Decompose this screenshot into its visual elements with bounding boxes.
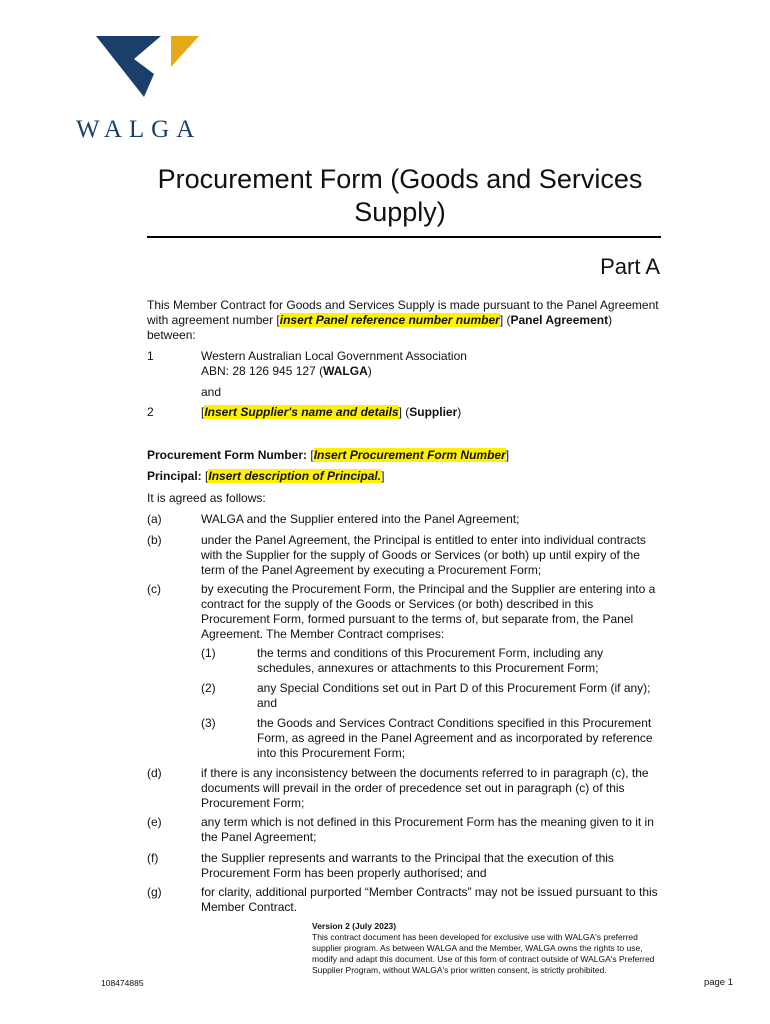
and-connector: and bbox=[201, 385, 222, 399]
party-1-number: 1 bbox=[147, 349, 154, 363]
subclause-3: the Goods and Services Contract Conditions specified in this Procurement Form, as agreed in the Panel Agreement and as incorporated by reference into this Procurement Form; bbox=[257, 716, 653, 760]
highlight-field: insert Panel reference number number bbox=[279, 313, 500, 327]
document-id: 108474885 bbox=[101, 978, 144, 988]
party-2-number: 2 bbox=[147, 405, 154, 419]
principal-line: Principal: [Insert description of Principal.] bbox=[147, 469, 385, 483]
clause-c-number: (c) bbox=[147, 582, 161, 596]
version-label: Version 2 (July 2023) bbox=[312, 921, 397, 931]
clause-g-number: (g) bbox=[147, 885, 162, 899]
highlight-field: Insert Supplier's name and details bbox=[204, 405, 399, 419]
clause-b-number: (b) bbox=[147, 533, 162, 547]
highlight-field: Insert description of Principal. bbox=[208, 469, 382, 483]
clause-d-number: (d) bbox=[147, 766, 162, 780]
clause-f-number: (f) bbox=[147, 851, 159, 865]
document-title: Procurement Form (Goods and Services Supply) bbox=[157, 164, 643, 227]
clause-a: WALGA and the Supplier entered into the Panel Agreement; bbox=[201, 512, 520, 526]
clause-f: the Supplier represents and warrants to the Principal that the execution of this Procurement Form has been properly authorised; and bbox=[201, 851, 614, 880]
clause-d: if there is any inconsistency between the documents referred to in paragraph (c), the documents will prevail in the order of precedence set out in paragraph (c) of this Procurement Form; bbox=[201, 766, 649, 810]
footer-notice bbox=[312, 921, 662, 976]
highlight-field: Insert Procurement Form Number bbox=[313, 448, 506, 462]
intro-paragraph: This Member Contract for Goods and Services Supply is made pursuant to the Panel Agreement with agreement number [insert Panel reference number number] (Panel Agreement) between: bbox=[147, 298, 659, 342]
party-2: [Insert Supplier's name and details] (Supplier) bbox=[201, 405, 462, 419]
clause-a-number: (a) bbox=[147, 512, 162, 526]
subclause-2: any Special Conditions set out in Part D of this Procurement Form (if any); and bbox=[257, 681, 651, 710]
agreed-intro: It is agreed as follows: bbox=[147, 491, 266, 505]
page-number: page 1 bbox=[703, 977, 733, 988]
clause-c: by executing the Procurement Form, the Principal and the Supplier are entering into a contract for the supply of the Goods or Services (or both) described in this Procurement Form, formed pursuant to the terms of, but separate from, the Panel Agreement. The Member Contract comprises: bbox=[201, 582, 656, 641]
title-divider bbox=[147, 236, 661, 238]
subclause-1: the terms and conditions of this Procurement Form, including any schedules, annexures or attachments to this Procurement Form; bbox=[257, 646, 604, 675]
clause-e: any term which is not defined in this Procurement Form has the meaning given to it in the Panel Agreement; bbox=[201, 815, 654, 844]
walga-logo bbox=[76, 34, 226, 144]
subclause-3-number: (3) bbox=[201, 716, 216, 730]
procurement-form-number: Procurement Form Number: [Insert Procurement Form Number] bbox=[147, 448, 510, 462]
subclause-2-number: (2) bbox=[201, 681, 216, 695]
party-1: Western Australian Local Government Association ABN: 28 126 945 127 (WALGA) bbox=[201, 349, 467, 378]
logo-wordmark: WALGA bbox=[76, 116, 202, 143]
copyright-notice: This contract document has been developed for exclusive use with WALGA's preferred supplier program. As between WALGA and the Member, WALGA owns the rights to use, modify and adapt this document. Use of this form of contract outside of WALGA's Preferred Supplier Program, without WALGA's prior written consent, is strictly prohibited. bbox=[312, 932, 655, 975]
subclause-1-number: (1) bbox=[201, 646, 216, 660]
part-heading: Part A bbox=[600, 254, 660, 279]
clause-g: for clarity, additional purported “Member Contracts” may not be issued pursuant to this Member Contract. bbox=[201, 885, 658, 914]
clause-b: under the Panel Agreement, the Principal is entitled to enter into individual contracts with the Supplier for the supply of Goods or Services (or both) up until expiry of the term of the Panel Agreement by executing a Procurement Form; bbox=[201, 533, 646, 577]
clause-e-number: (e) bbox=[147, 815, 162, 829]
walga-logo-icon bbox=[96, 34, 211, 99]
